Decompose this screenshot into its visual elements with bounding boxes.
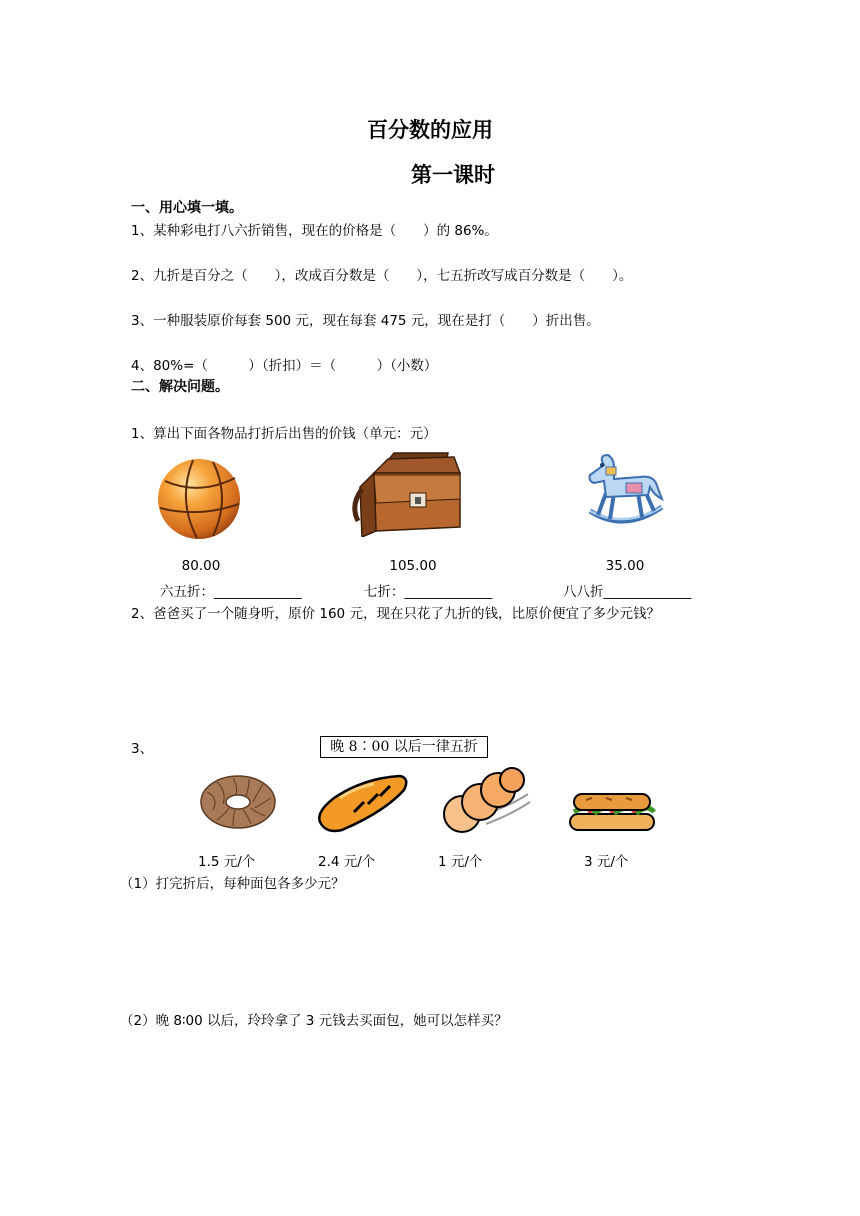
rocking-horse-price: 35.00: [605, 558, 645, 574]
sandwich-icon: [566, 788, 658, 836]
rocking-horse-icon: [584, 453, 666, 531]
baguette-icon: [314, 772, 410, 834]
briefcase-discount: 七折：_____________: [364, 584, 493, 600]
donut-icon: [199, 774, 277, 830]
sub-question-1: （1）打完折后，每种面包各多少元？: [120, 876, 345, 892]
question-1-4: 4、80%=（ ）（折扣）＝（ ）（小数）: [131, 358, 438, 374]
basketball-discount: 六五折：_____________: [160, 584, 302, 600]
briefcase-icon: [348, 449, 464, 537]
page-subtitle: 第一课时: [411, 163, 495, 187]
question-1-2: 2、九折是百分之（ ），改成百分数是（ ），七五折改写成百分数是（ ）。: [131, 268, 633, 284]
basketball-price: 80.00: [181, 558, 221, 574]
question-2-2: 2、爸爸买了一个随身听，原价 160 元，现在只花了九折的钱，比原价便宜了多少元钱？: [131, 606, 660, 622]
donut-price: 1.5 元/个: [198, 854, 256, 870]
page-title: 百分数的应用: [367, 118, 493, 142]
briefcase-price: 105.00: [389, 558, 437, 574]
question-2-3-label: 3、: [131, 741, 154, 757]
discount-notice: 晚 8∶00 以后一律五折: [320, 736, 488, 758]
sandwich-price: 3 元/个: [584, 854, 629, 870]
section2-heading: 二、解决问题。: [131, 379, 229, 395]
baguette-price: 2.4 元/个: [318, 854, 376, 870]
question-1-1: 1、某种彩电打八六折销售，现在的价格是（ ）的 86%。: [131, 223, 498, 239]
bread-loaf-icon: [440, 766, 532, 836]
question-2-1: 1、算出下面各物品打折后出售的价钱（单元：元）: [131, 426, 437, 442]
bread-loaf-price: 1 元/个: [438, 854, 483, 870]
rocking-horse-discount: 八八折_____________: [563, 584, 692, 600]
sub-question-2: （2）晚 8∶00 以后，玲玲拿了 3 元钱去买面包，她可以怎样买？: [120, 1013, 508, 1029]
section1-heading: 一、用心填一填。: [131, 200, 243, 216]
question-1-3: 3、一种服装原价每套 500 元，现在每套 475 元，现在是打（ ）折出售。: [131, 313, 600, 329]
basketball-icon: [155, 456, 243, 542]
